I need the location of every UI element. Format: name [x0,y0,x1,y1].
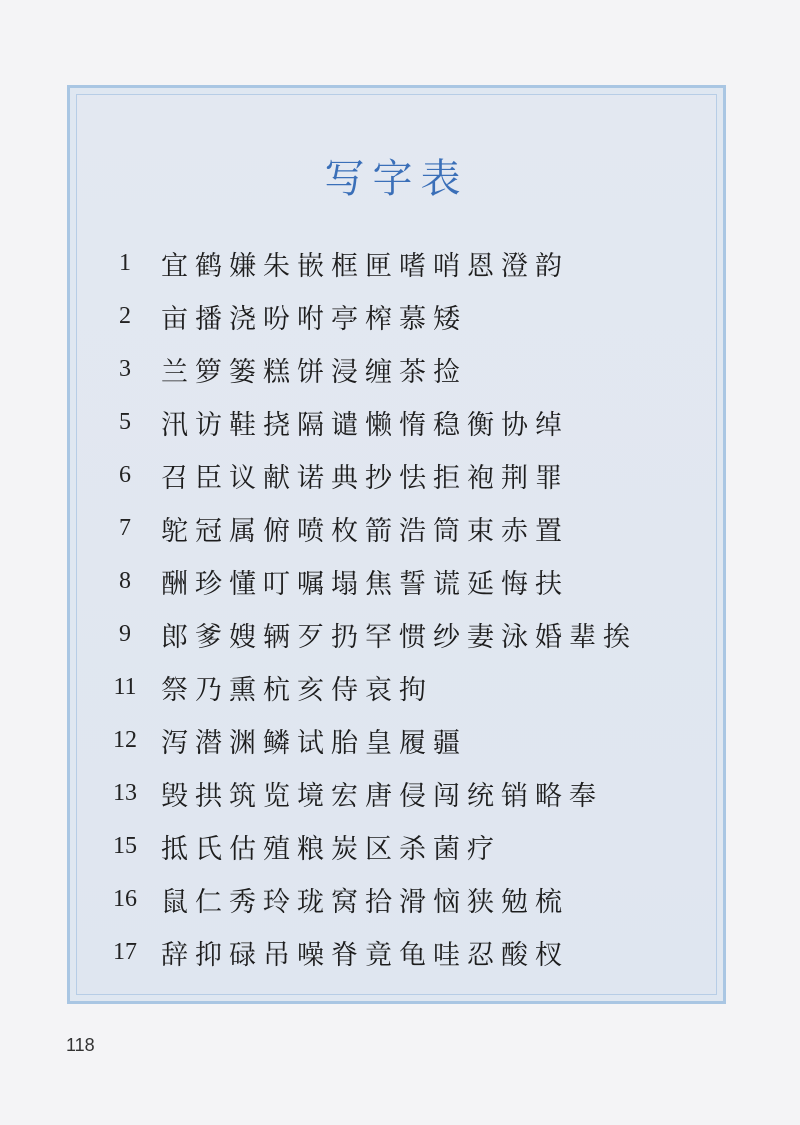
lesson-row [99,508,709,548]
lesson-number: 9 [119,620,131,647]
lesson-characters: 酬珍懂叮嘱塌焦誓谎延悔扶 [161,568,569,600]
lesson-row [99,296,709,336]
lesson-row [99,402,709,442]
lesson-characters: 宜鹤嫌朱嵌框匣嗜哨恩澄韵 [161,250,569,282]
lesson-characters: 汛访鞋挠隔谴懒惰稳衡协绰 [161,409,569,441]
lesson-number: 12 [113,726,137,753]
lesson-number: 2 [119,302,131,329]
lesson-number: 6 [119,461,131,488]
character-table-frame [67,85,726,1004]
page-number: 118 [66,1035,95,1055]
lesson-number: 15 [113,832,137,859]
lesson-number: 8 [119,567,131,594]
lesson-row [99,349,709,389]
lesson-number: 13 [113,779,137,806]
lesson-number: 16 [113,885,137,912]
lesson-characters: 鸵冠属俯喷枚箭浩筒束赤置 [161,515,569,547]
lesson-row [99,720,709,760]
lesson-characters: 鼠仁秀玲珑窝拾滑恼狭勉梳 [161,886,569,918]
lesson-number: 5 [119,408,131,435]
lesson-row [99,243,709,283]
lesson-row [99,561,709,601]
lesson-characters: 祭乃熏杭亥侍哀拘 [161,674,433,706]
lesson-characters: 辞抑碌吊噪脊竟龟哇忍酸杈 [161,939,569,971]
lesson-row [99,879,709,919]
lesson-number: 1 [119,249,131,276]
lesson-row [99,667,709,707]
lesson-characters: 兰箩篓糕饼浸缠茶捡 [161,356,467,388]
lesson-characters: 郎爹嫂辆歹扔罕惯纱妻泳婚辈挨 [161,621,637,653]
lesson-row [99,932,709,972]
lesson-row [99,455,709,495]
lesson-row [99,614,709,654]
lesson-characters: 抵氏估殖粮炭区杀菌疗 [161,833,501,865]
lesson-characters: 毁拱筑览境宏唐侵闯统销略奉 [161,780,603,812]
lesson-number: 7 [119,514,131,541]
lesson-number: 17 [113,938,137,965]
lesson-characters: 亩播浇吩咐亭榨慕矮 [161,303,467,335]
character-table-panel [76,94,717,995]
lesson-number: 11 [113,673,137,700]
lesson-characters: 召臣议献诺典抄怯拒袍荆罪 [161,462,569,494]
page-title: 写字表 [324,156,469,202]
lesson-row [99,773,709,813]
lesson-number: 3 [119,355,131,382]
lesson-row [99,826,709,866]
lesson-characters: 泻潜渊鳞试胎皇履疆 [161,727,467,759]
